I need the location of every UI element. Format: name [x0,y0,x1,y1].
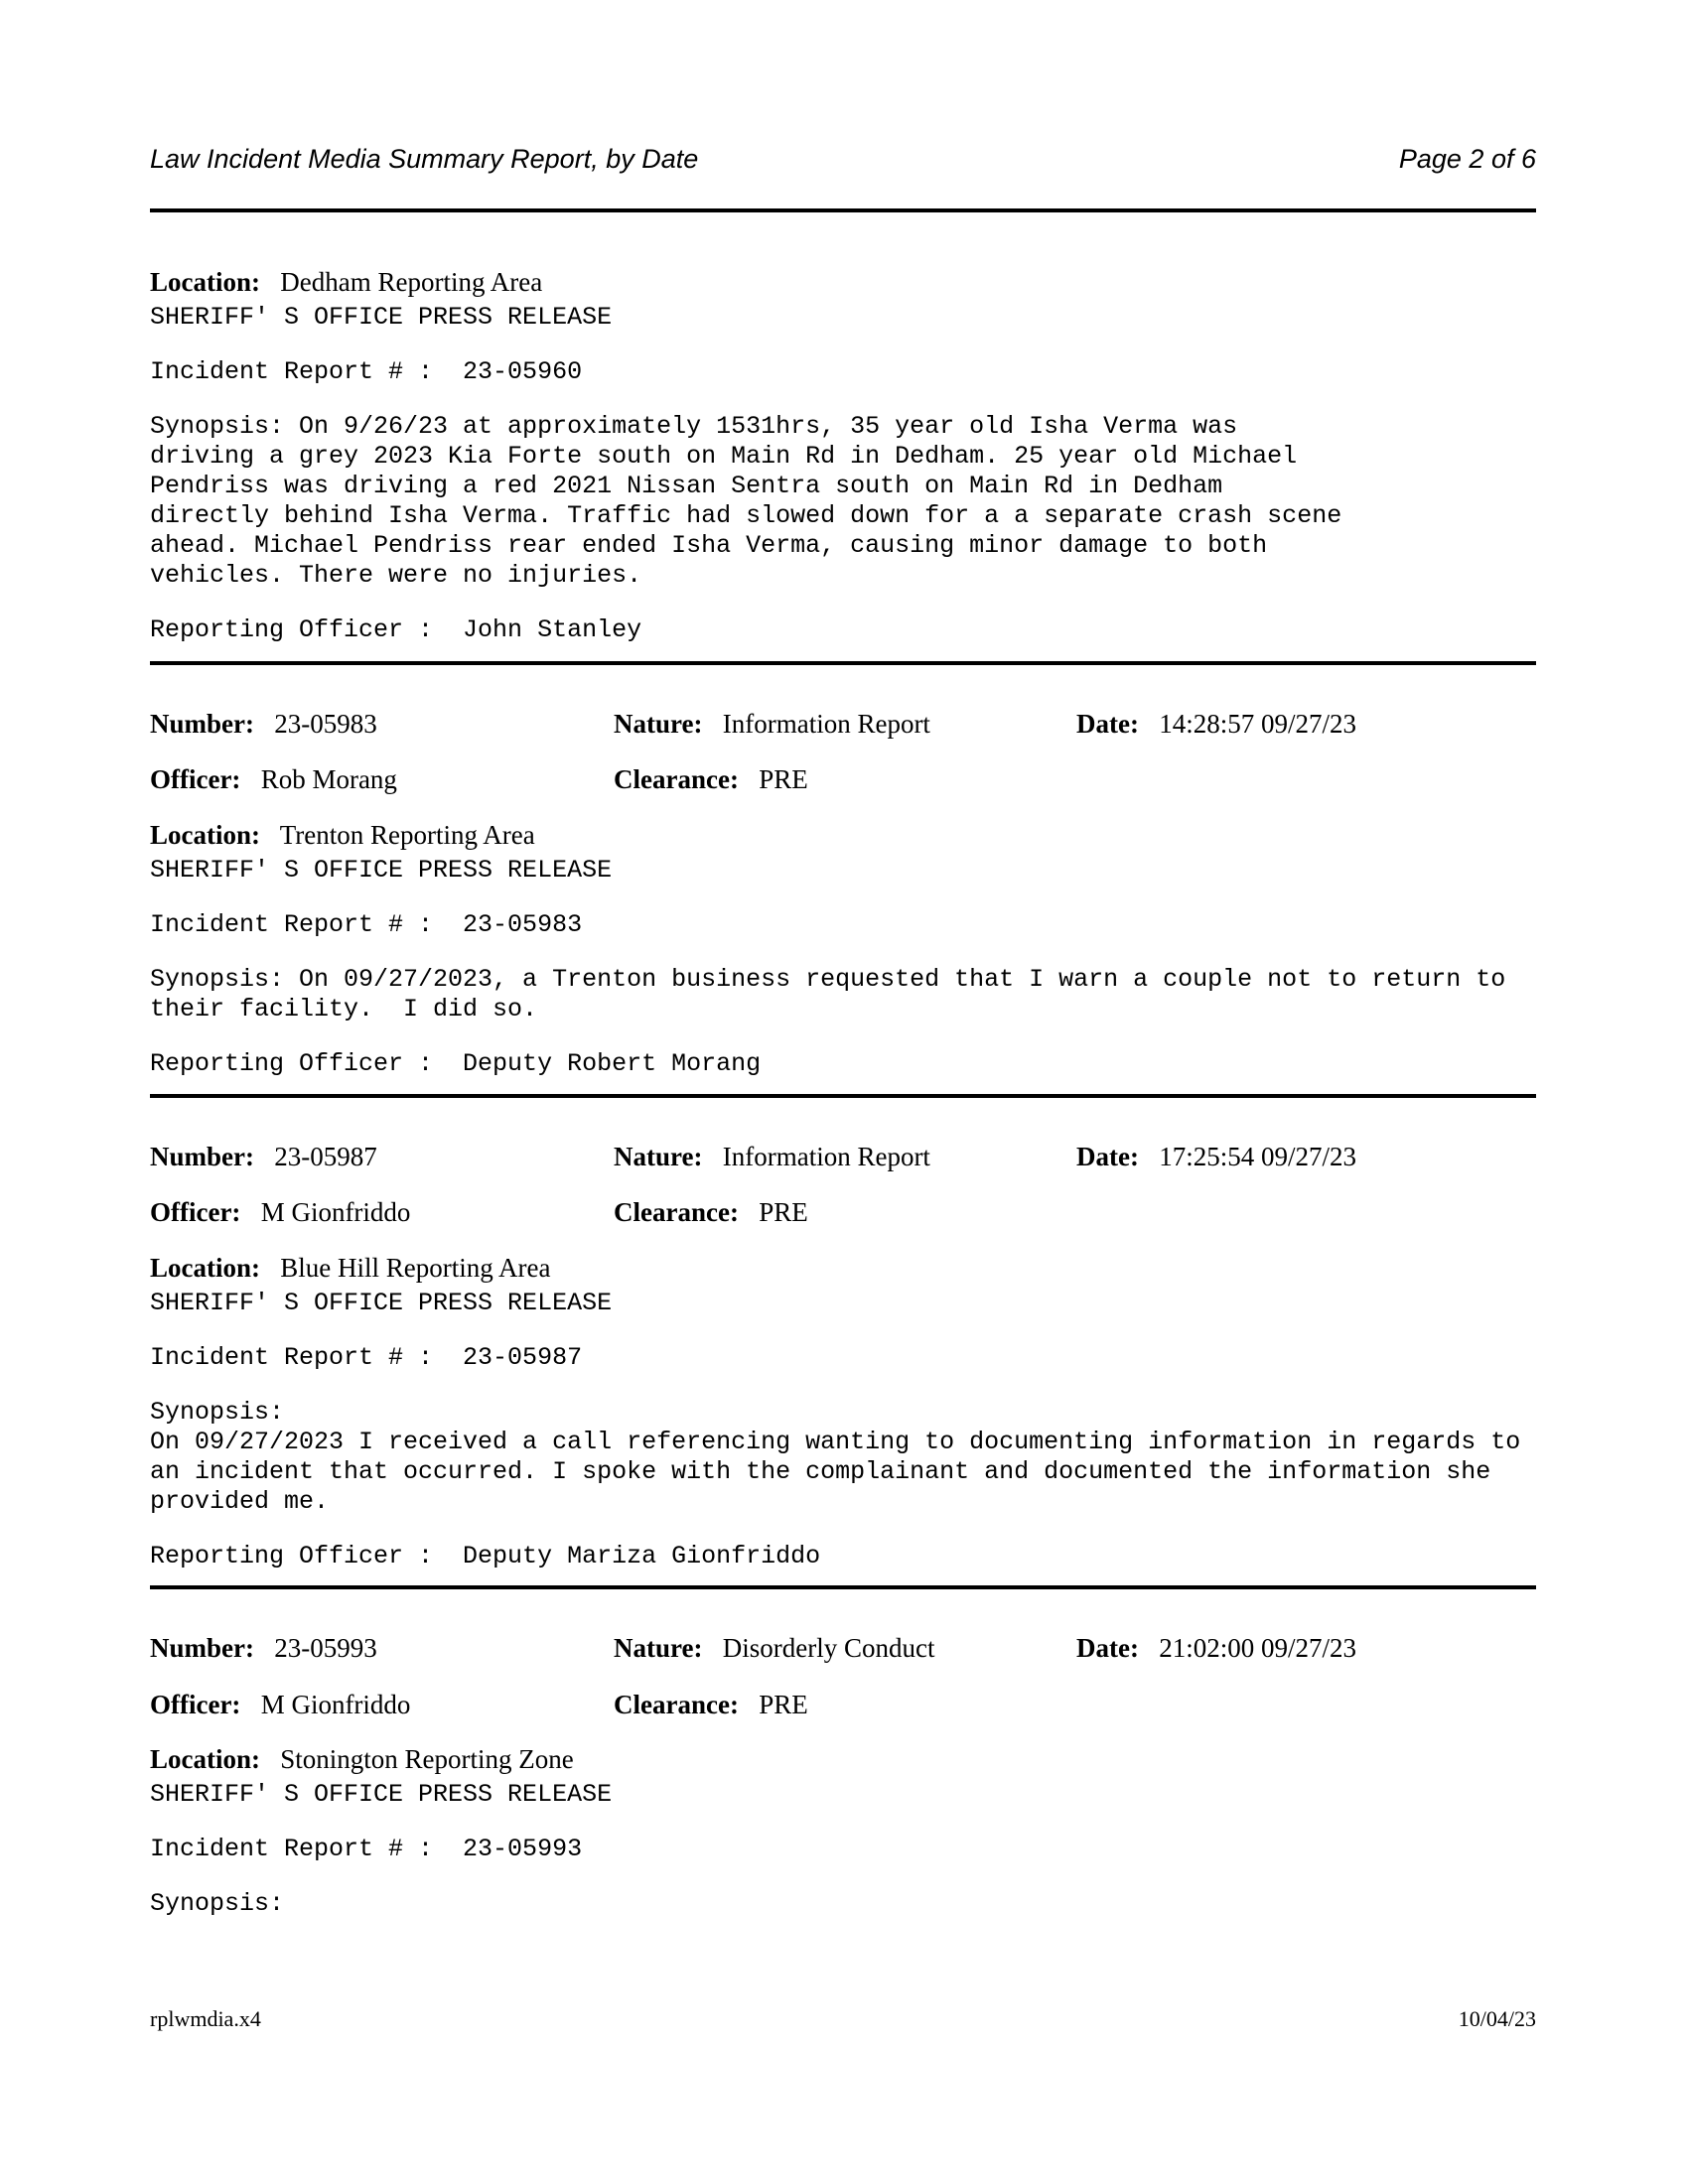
date-value: 14:28:57 09/27/23 [1159,709,1356,739]
report-title: Law Incident Media Summary Report, by Date [150,144,699,174]
nature-label: Nature: [614,1142,703,1171]
date-value: 17:25:54 09/27/23 [1159,1142,1356,1171]
date-value: 21:02:00 09/27/23 [1159,1633,1356,1663]
officer-value: M Gionfriddo [260,1690,411,1719]
nature-value: Disorderly Conduct [722,1633,935,1663]
clearance-field [614,1688,808,1721]
location-line [150,265,542,299]
incident-report-number: Incident Report # : 23-05960 [150,357,583,386]
nature-value: Information Report [722,709,930,739]
footer-report-code: rplwmdia.x4 [150,2006,261,2031]
press-release-line: SHERIFF' S OFFICE PRESS RELEASE [150,303,613,332]
location-line [150,1742,574,1776]
synopsis-text: Synopsis: On 09/27/2023, a Trenton business requested that I warn a couple not to return to their facility. I did so. [150,965,1506,1024]
date-field [1076,1140,1356,1173]
incident-report-number: Incident Report # : 23-05983 [150,910,583,939]
number-field [150,1631,377,1665]
location-line [150,1251,550,1285]
date-field [1076,1631,1356,1665]
clearance-label: Clearance: [614,1690,739,1719]
clearance-value: PRE [759,1690,808,1719]
date-label: Date: [1076,709,1139,739]
number-label: Number: [150,709,254,739]
officer-value: Rob Morang [260,764,397,794]
officer-value: M Gionfriddo [260,1197,411,1227]
officer-field [150,1195,410,1229]
clearance-field [614,762,808,796]
footer-print-date: 10/04/23 [1458,2006,1536,2031]
officer-label: Officer: [150,1690,241,1719]
location-value: Dedham Reporting Area [280,267,543,297]
officer-field [150,1688,410,1721]
number-label: Number: [150,1633,254,1663]
incident-report-number: Incident Report # : 23-05993 [150,1835,583,1863]
nature-field [614,1631,934,1665]
incident-divider [150,661,1536,665]
header-divider [150,208,1536,212]
date-field [1076,707,1356,741]
location-label: Location: [150,820,260,850]
nature-field [614,1140,930,1173]
reporting-officer: Reporting Officer : John Stanley [150,615,642,644]
synopsis-text: Synopsis: On 09/27/2023 I received a call referencing wanting to documenting information in regards to an incident that occurred. I spoke with the complainant and documented the information she provided me. [150,1398,1521,1516]
synopsis-text: Synopsis: [150,1889,285,1918]
location-label: Location: [150,1744,260,1774]
clearance-value: PRE [759,1197,808,1227]
officer-field [150,762,397,796]
location-value: Blue Hill Reporting Area [280,1253,551,1283]
reporting-officer: Reporting Officer : Deputy Mariza Gionfriddo [150,1542,821,1570]
date-label: Date: [1076,1142,1139,1171]
incident-divider [150,1585,1536,1589]
officer-label: Officer: [150,764,241,794]
number-value: 23-05987 [274,1142,377,1171]
page-header [150,142,1536,176]
nature-value: Information Report [722,1142,930,1171]
location-label: Location: [150,1253,260,1283]
location-value: Trenton Reporting Area [279,820,535,850]
press-release-line: SHERIFF' S OFFICE PRESS RELEASE [150,1780,613,1809]
nature-label: Nature: [614,709,703,739]
incident-divider [150,1094,1536,1098]
clearance-label: Clearance: [614,764,739,794]
incident-report-number: Incident Report # : 23-05987 [150,1343,583,1372]
date-label: Date: [1076,1633,1139,1663]
clearance-label: Clearance: [614,1197,739,1227]
number-field [150,1140,377,1173]
reporting-officer: Reporting Officer : Deputy Robert Morang [150,1049,762,1078]
clearance-value: PRE [759,764,808,794]
nature-label: Nature: [614,1633,703,1663]
number-field [150,707,377,741]
synopsis-text: Synopsis: On 9/26/23 at approximately 1531hrs, 35 year old Isha Verma was driving a grey 2023 Kia Forte south on Main Rd in Dedham. 25 year old Michael Pendriss was driving a red 2021 Nissan Sentra south on Main Rd in Dedham directly behind Isha Verma. Traffic had slowed down for a a separate crash scene ahead. Michael Pendriss rear ended Isha Verma, causing minor damage to both vehicles. There were no injuries. [150,412,1342,590]
location-label: Location: [150,267,260,297]
page-number: Page 2 of 6 [1398,144,1536,174]
officer-label: Officer: [150,1197,241,1227]
location-value: Stonington Reporting Zone [280,1744,574,1774]
press-release-line: SHERIFF' S OFFICE PRESS RELEASE [150,1289,613,1317]
number-label: Number: [150,1142,254,1171]
nature-field [614,707,930,741]
number-value: 23-05983 [274,709,377,739]
number-value: 23-05993 [274,1633,377,1663]
press-release-line: SHERIFF' S OFFICE PRESS RELEASE [150,856,613,885]
location-line [150,818,535,852]
clearance-field [614,1195,808,1229]
